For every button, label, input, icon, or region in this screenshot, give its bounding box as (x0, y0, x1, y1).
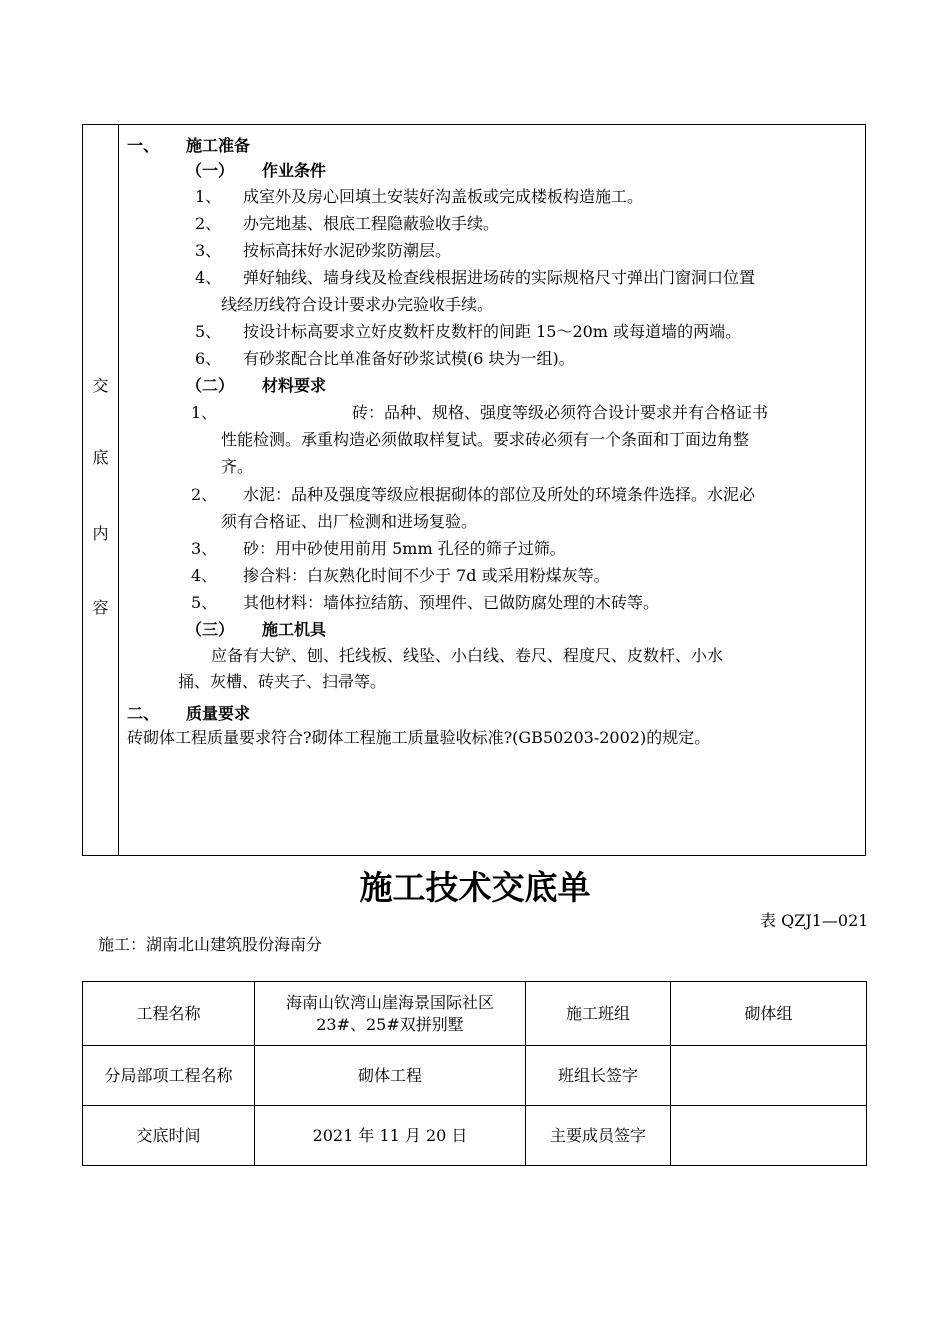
value-cell: 2021 年 11 月 20 日 (255, 1106, 526, 1166)
signature-cell[interactable] (671, 1046, 867, 1106)
item-number: 2、 (191, 485, 218, 504)
item-number: 2、 (195, 214, 222, 233)
column-divider (118, 125, 119, 855)
section-number: 二、 (127, 704, 160, 723)
item-number: 5、 (191, 593, 218, 612)
item-number: 1、 (195, 187, 222, 206)
item-number: 3、 (195, 241, 222, 260)
section-number: 一、 (127, 136, 160, 155)
section-title: 质量要求 (186, 704, 251, 723)
item-text: 成室外及房心回填土安装好沟盖板或完成楼板构造施工。 (243, 187, 644, 206)
label-cell: 施工班组 (526, 982, 671, 1046)
item-text: 其他材料：墙体拉结筋、预埋件、已做防腐处理的木砖等。 (243, 593, 660, 612)
item-text: 弹好轴线、墙身线及检查线根据进场砖的实际规格尺寸弹出门窗洞口位置 (243, 268, 756, 287)
project-name-line: 23#、25#双拼别墅 (316, 1014, 464, 1034)
info-table (82, 981, 867, 1166)
section-title: 施工准备 (186, 136, 251, 155)
item-text-continued: 线经历线符合设计要求办完验收手续。 (221, 295, 494, 314)
subsection-number: （二） (186, 376, 235, 395)
value-cell: 砌体组 (671, 982, 867, 1046)
project-name-line: 海南山钦湾山崖海景国际社区 (285, 992, 494, 1012)
item-text: 办完地基、根底工程隐蔽验收手续。 (243, 214, 500, 233)
side-label-char: 容 (92, 598, 109, 617)
quality-text: 砖砌体工程质量要求符合?砌体工程施工质量验收标准?(GB50203-2002)的规定。 (127, 728, 711, 747)
item-number: 1、 (191, 403, 218, 422)
item-text: 按标高抹好水泥砂浆防潮层。 (243, 241, 452, 260)
subsection-title: 作业条件 (262, 161, 327, 180)
item-text-continued: 齐。 (221, 457, 254, 476)
item-text: 按设计标高要求立好皮数杆皮数杆的间距 15～20m 或每道墙的两端。 (243, 322, 742, 341)
label-cell: 主要成员签字 (526, 1106, 671, 1166)
subsection-title: 材料要求 (262, 376, 327, 395)
item-number: 3、 (191, 539, 218, 558)
value-cell (255, 982, 526, 1046)
item-text-continued: 性能检测。承重构造必须做取样复试。要求砖必须有一个条面和丁面边角整 (221, 430, 750, 449)
item-number: 5、 (195, 322, 222, 341)
label-cell: 交底时间 (83, 1106, 255, 1166)
side-label-char: 底 (92, 448, 109, 467)
item-text: 水泥：品种及强度等级应根据砌体的部位及所处的环境条件选择。水泥必 (243, 485, 756, 504)
item-number: 6、 (195, 349, 222, 368)
page-title: 施工技术交底单 (359, 868, 591, 907)
subsection-number: （一） (186, 161, 235, 180)
signature-cell[interactable] (671, 1106, 867, 1166)
value-cell: 砌体工程 (255, 1046, 526, 1106)
side-label-char: 内 (92, 524, 109, 543)
label-cell: 工程名称 (83, 982, 255, 1046)
form-number: 表 QZJ1—021 (760, 911, 869, 930)
item-text: 掺合料：白灰熟化时间不少于 7d 或采用粉煤灰等。 (243, 566, 610, 585)
item-text: 砖：品种、规格、强度等级必须符合设计要求并有合格证书 (352, 403, 769, 422)
item-text: 有砂浆配合比单准备好砂浆试模(6 块为一组)。 (243, 349, 575, 368)
table-row (83, 1106, 867, 1166)
tools-text-continued: 捅、灰槽、砖夹子、扫帚等。 (178, 672, 387, 691)
label-cell: 分局部项工程名称 (83, 1046, 255, 1106)
side-label-char: 交 (92, 376, 109, 395)
item-number: 4、 (195, 268, 222, 287)
item-text: 砂：用中砂使用前用 5mm 孔径的筛子过筛。 (243, 539, 566, 558)
table-row (83, 982, 867, 1046)
item-text-continued: 须有合格证、出厂检测和进场复验。 (221, 512, 478, 531)
company-line: 施工：湖南北山建筑股份海南分 (98, 935, 323, 954)
item-number: 4、 (191, 566, 218, 585)
table-row (83, 1046, 867, 1106)
subsection-title: 施工机具 (262, 620, 327, 639)
label-cell: 班组长签字 (526, 1046, 671, 1106)
subsection-number: （三） (186, 620, 235, 639)
tools-text: 应备有大铲、刨、托线板、线坠、小白线、卷尺、程度尺、皮数杆、小水 (211, 646, 724, 665)
